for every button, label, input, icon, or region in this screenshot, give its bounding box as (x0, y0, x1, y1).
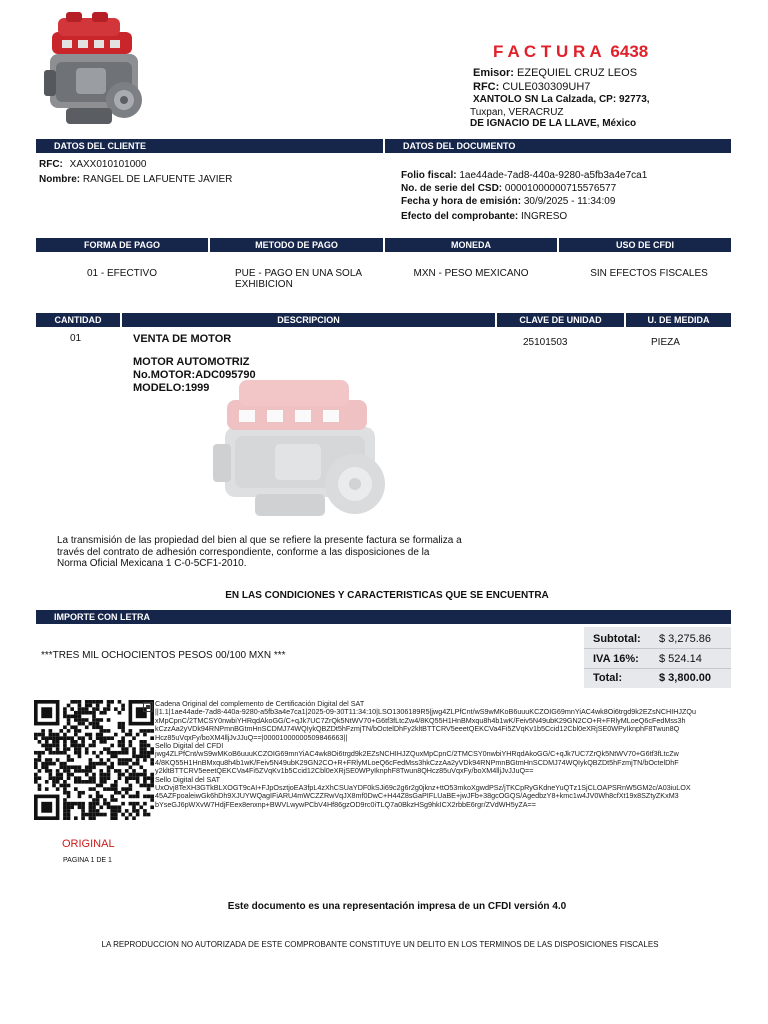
fecha-value: 30/9/2025 - 11:34:09 (523, 196, 616, 207)
item-cantidad: 01 (70, 333, 82, 344)
cadena-line: ||1.1|1ae44ade-7ad8-440a-9280-a5fb3a4e7ca1|2025-09-30T11:34:10|LSO1306189R5|jwg4ZLPfCnt/wS9wMKoB6uuuKCZOIG69mnYiAC4wk8Oi6trgd9k2EZsNCHIHJZQu (155, 707, 696, 717)
total-label: Total: (593, 672, 623, 684)
qr-code (34, 700, 154, 822)
emisor-address-line1: XANTOLO SN La Calzada, CP: 92773, (473, 94, 650, 105)
sello-cfdi-line: y2kltBTTCRV5eeetQEKCVa4Fi5ZVqKv1b5Ccid12Cbl0eXRjSE0WPyIknphF8Twun8QHcz85uVqxFy/boXM4lljJvJJuQ== (155, 766, 534, 776)
engine-image (205, 372, 400, 522)
sello-cfdi-label: Sello Digital del CFDI (155, 741, 224, 751)
metodo-pago-line1: PUE - PAGO EN UNA SOLA (235, 268, 363, 279)
pagina-label: PAGINA 1 DE 1 (63, 857, 112, 864)
total-value: $ 3,800.00 (659, 672, 711, 684)
importe-bar: IMPORTE CON LETRA (36, 610, 731, 624)
importe-text: ***TRES MIL OCHOCIENTOS PESOS 00/100 MXN *** (41, 650, 286, 661)
engine-logo (36, 8, 156, 133)
subtotal-row (584, 629, 731, 648)
seal-block (155, 700, 725, 809)
serie-value: 00001000000715576577 (504, 183, 617, 194)
serie-row (401, 183, 616, 195)
metodo-pago-line2: EXHIBICION (235, 279, 293, 290)
sello-sat-label: Sello Digital del SAT (155, 774, 220, 784)
emisor-rfc-value: CULE030309UH7 (502, 81, 591, 93)
forma-pago-header: FORMA DE PAGO (36, 238, 208, 252)
original-label: ORIGINAL (62, 838, 115, 850)
cliente-nombre-label: Nombre: (39, 174, 81, 185)
fecha-label: Fecha y hora de emisión: (401, 196, 522, 207)
cliente-nombre-row (39, 174, 232, 186)
medida-header: U. DE MEDIDA (626, 313, 731, 327)
totals-box (584, 627, 731, 688)
metodo-pago-header: METODO DE PAGO (210, 238, 383, 252)
fecha-row (401, 196, 615, 208)
item-desc-title: VENTA DE MOTOR (133, 333, 232, 345)
cliente-rfc-value: XAXX010101000 (69, 159, 147, 170)
folio-label: Folio fiscal: (401, 170, 457, 181)
cadena-line: xMpCpnC/2TMCSY0nwbiYHRqdAkoGG/C+qJk7UC7ZrQk5NtWV70+G6tf3fLtcZw4/8KQ55H1HnBMxqu8h4b1wK/Feiv5N49ubK29GN2CO+R+FRlyMLoeQ6cFedMss3h (155, 715, 686, 725)
total-row (584, 668, 731, 687)
clave-unidad-header: CLAVE DE UNIDAD (497, 313, 624, 327)
legal-footer: LA REPRODUCCION NO AUTORIZADA DE ESTE COMPROBANTE CONSTITUYE UN DELITO EN LOS TERMINOS DE LAS DISPOSICIONES FISCALES (101, 940, 659, 949)
item-desc-line1: MOTOR AUTOMOTRIZ (133, 356, 250, 368)
cliente-nombre-value: RANGEL DE LAFUENTE JAVIER (82, 174, 233, 185)
descripcion-header: DESCRIPCION (122, 313, 495, 327)
checkbox-icon (143, 702, 153, 712)
iva-row (584, 649, 731, 668)
subtotal-value: $ 3,275.86 (659, 633, 711, 645)
efecto-row (401, 211, 567, 223)
cantidad-header: CANTIDAD (36, 313, 120, 327)
efecto-value: INGRESO (521, 211, 568, 222)
legal-note-line1: La transmisión de las propiedad del bien al que se refiere la presente factura se formaliza a (57, 535, 462, 546)
cadena-line: kCzzAa2yVDk94RNPmnBGtmHnSCDMJ74WQIykQBZDt5hFzmjTN/bOctelDhFy2kltBTTCRV5eeetQEKCVa4Fi5ZVqKv1b5Ccid12Cbl0eXRjSE0WPyIknphF8Twun8Q (155, 724, 680, 734)
iva-label: IVA 16%: (593, 653, 639, 665)
cliente-bar: DATOS DEL CLIENTE (36, 139, 383, 153)
efecto-label: Efecto del comprobante: (401, 211, 519, 222)
sello-cfdi-line: 4/8KQ55H1HnBMxqu8h4b1wK/Feiv5N49ubK29GN2CO+R+FRlyMLoeQ6cFedMss3hkCzzAa2yVDk94RNPmnBGtmHnSCDMJ74WQIykQBZDt5hFzmjTN/bOctelDhF (155, 757, 679, 767)
emisor-name: EZEQUIEL CRUZ LEOS (517, 67, 638, 79)
moneda-header: MONEDA (385, 238, 557, 252)
folio-value: 1ae44ade-7ad8-440a-9280-a5fb3a4e7ca1 (459, 170, 648, 181)
uso-cfdi-value: SIN EFECTOS FISCALES (590, 268, 708, 279)
forma-pago-value: 01 - EFECTIVO (86, 268, 157, 279)
emisor-rfc-row (473, 81, 590, 94)
moneda-value: MXN - PESO MEXICANO (413, 268, 529, 279)
item-desc-line3: MODELO:1999 (133, 382, 210, 394)
cfdi-footer: Este documento es una representación impresa de un CFDI versión 4.0 (227, 901, 567, 912)
cliente-rfc-label: RFC: (39, 159, 63, 170)
folio-row (401, 170, 647, 182)
cadena-line: Hcz85uVqxFy/boXM4lljJvJJuQ==|00001000000509846663|| (155, 732, 348, 742)
cadena-label: Cadena Original del complemento de Certificación Digital del SAT (155, 699, 365, 708)
sello-sat-line: 45AZFpoaleiwGk6hDh9XJUYWQagIFiARU4mWCZZRwVqJX8mf0DwC+H44Z8sGaPIFLUaBE+jwJFb+38gcOGQS/AgedbzY8+kmc1w4JV0Wh8cfXt19x8SZtyZKxM3 (155, 791, 679, 801)
condiciones-heading: EN LAS CONDICIONES Y CARACTERISTICAS QUE SE ENCUENTRA (225, 590, 549, 601)
emisor-row (473, 67, 637, 80)
item-desc-line2: No.MOTOR:ADC095790 (133, 369, 256, 381)
serie-label: No. de serie del CSD: (401, 183, 503, 194)
iva-value: $ 524.14 (659, 653, 702, 665)
item-clave: 25101503 (523, 337, 568, 348)
sello-sat-line: UxOvj8TeXH3GTkBLXOGT9cAI+FJpOsztjoEA3fpL4zXhCSUaYDF0kSJi69c2g6r2g0jknz+ttO53mkoXgwdPSz/jTKCpRyGKdneYuQTz1SjCLOAPSRnW5GM2c/A03iuLOX (155, 783, 691, 793)
emisor-address-line3: DE IGNACIO DE LA LLAVE, México (470, 118, 637, 129)
invoice-title: F A C T U R A 6438 (493, 42, 649, 61)
legal-note-line2: través del contrato de adhesión correspondiente, conforme a las disposiciones de la (57, 547, 430, 558)
emisor-rfc-label: RFC: (473, 81, 500, 93)
uso-cfdi-header: USO DE CFDI (559, 238, 731, 252)
item-medida: PIEZA (651, 337, 680, 348)
emisor-address-line2: Tuxpan, VERACRUZ (470, 107, 564, 118)
cliente-rfc-row (39, 159, 146, 171)
documento-bar: DATOS DEL DOCUMENTO (385, 139, 731, 153)
emisor-label: Emisor: (473, 67, 514, 79)
legal-note-line3: Norma Oficial Mexicana 1 C-0-5CF1-2010. (57, 558, 247, 569)
subtotal-label: Subtotal: (593, 633, 641, 645)
sello-cfdi-line: jwg4ZLPfCnt/wS9wMKoB6uuuKCZOIG69mnYiAC4wk8Oi6trgd9k2EZsNCHIHJZQuxMpCpnC/2TMCSY0nwbiYHRqdAkoGG/C+qJk7UC7ZrQk5NtWV70+G6tf3fLtcZw (155, 749, 679, 759)
sello-sat-line: bYseGJ6pWXvW7HdjFEex8enxnp+BWVLwywPCbV4Hf86gzOD9rc0iTLQ7a0BkzHSg9hkICX2rbbE6rgr/ZVdWH5yZA== (155, 799, 536, 809)
